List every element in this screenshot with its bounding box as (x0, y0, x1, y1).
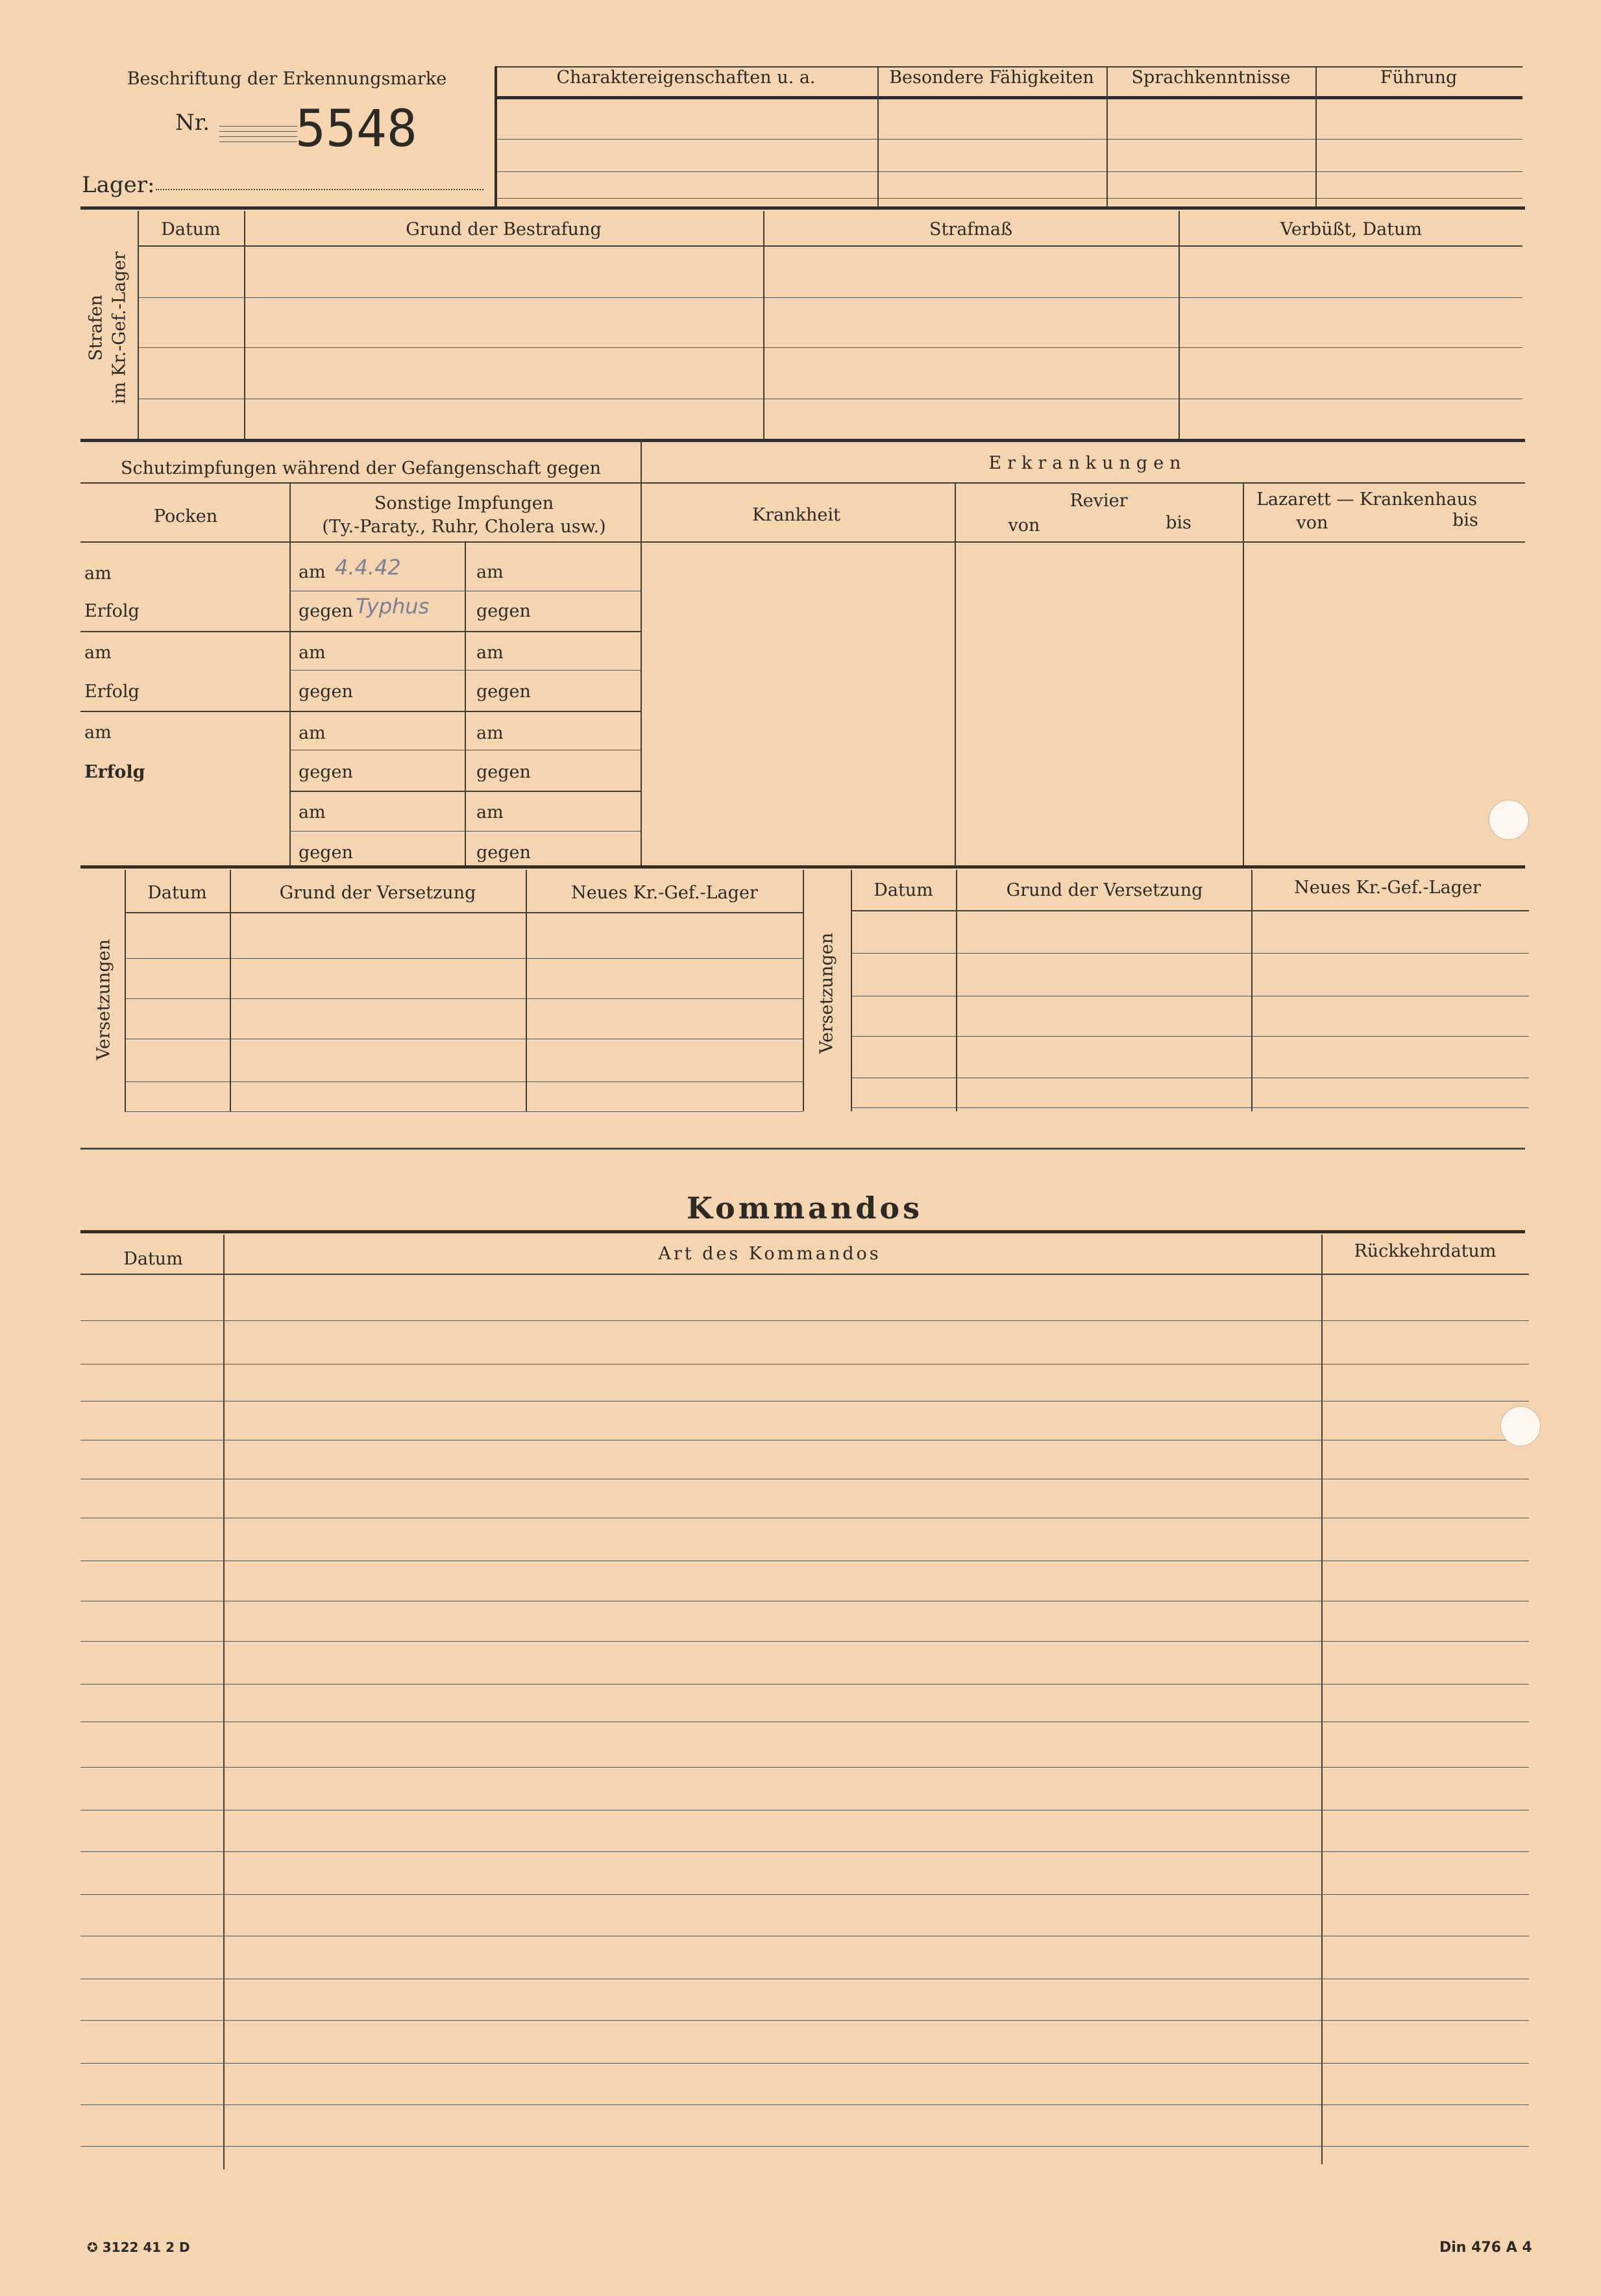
col-krankheit: Krankheit (752, 505, 840, 525)
erkr-divider (955, 484, 956, 868)
nr-strike-1 (219, 126, 297, 127)
kommandos-top-rule (80, 1230, 1525, 1233)
impfungen-subheader-rule (80, 482, 1525, 484)
sonst-am-1a: am (299, 562, 326, 582)
sonst-am-4b: am (476, 802, 504, 822)
vers-side-label-right: Versetzungen (816, 932, 837, 1054)
vers-row-line (125, 998, 803, 999)
sonst-am-3a: am (299, 723, 326, 743)
col-lazarett: Lazarett — Krankenhaus (1256, 489, 1478, 510)
sonst-gegen-1a: gegen (299, 601, 353, 621)
col-verbuesst: Verbüßt, Datum (1280, 219, 1423, 240)
vers-divider (803, 870, 804, 1111)
kommando-row-line (80, 2063, 1529, 2064)
col-sonstige-2: (Ty.-Paraty., Ruhr, Cholera usw.) (322, 517, 606, 537)
strafen-divider (763, 211, 764, 441)
col-rueckkehrdatum: Rückkehrdatum (1354, 1241, 1497, 1261)
vers-divider (1251, 870, 1253, 1111)
vers-left-grund: Grund der Versetzung (279, 883, 476, 903)
vers-divider (851, 870, 852, 1111)
vers-divider (125, 870, 126, 1111)
footer-print-code (87, 2241, 190, 2254)
sonst-gegen-4a: gegen (299, 843, 353, 863)
vers-divider (956, 870, 957, 1111)
strafen-side-label: Strafen (86, 295, 106, 361)
pocken-am-1: am (84, 563, 112, 584)
hand-date: 4.4.42 (335, 555, 401, 580)
versetzungen-top-rule (80, 865, 1525, 869)
pocken-erfolg-3: Erfolg (84, 762, 145, 782)
col-faehigkeiten: Besondere Fähigkeiten (889, 68, 1094, 88)
header-col-rule (495, 96, 1522, 99)
lager-field-line (156, 189, 483, 190)
col-strafmass: Strafmaß (929, 219, 1013, 240)
vers-row-line (851, 1036, 1529, 1037)
nr-label: Nr. (175, 110, 210, 136)
strafen-divider (138, 211, 139, 441)
vers-row-line (125, 1081, 803, 1082)
strafen-header-rule (138, 245, 1522, 247)
col-strafen-datum: Datum (161, 219, 221, 240)
col-charakter: Charaktereigenschaften u. a. (556, 68, 816, 88)
footer-din: Din 476 A 4 (1439, 2240, 1532, 2256)
col-kommando-datum: Datum (123, 1249, 183, 1269)
vers-right-grund: Grund der Versetzung (1006, 880, 1203, 900)
kommandos-divider (223, 1235, 225, 2169)
impf-group-line (289, 791, 641, 792)
sonst-am-4a: am (299, 802, 326, 822)
vers-right-lager: Neues Kr.-Gef.-Lager (1294, 878, 1481, 898)
col-grund-bestrafung: Grund der Bestrafung (406, 219, 602, 240)
lazarett-bis: bis (1452, 510, 1478, 530)
strafen-divider (1179, 211, 1180, 441)
sonst-gegen-1b: gegen (476, 601, 531, 621)
hand-gegen: Typhus (356, 594, 430, 619)
pocken-am-2: am (84, 643, 112, 663)
kommando-row-line (80, 2146, 1529, 2147)
kommando-row-line (80, 1894, 1529, 1895)
vers-divider (526, 870, 527, 1111)
sonst-gegen-2a: gegen (299, 682, 353, 702)
fold-rule (80, 1148, 1525, 1150)
col-revier: Revier (1069, 491, 1128, 511)
print-code-text: 3122 41 2 D (102, 2240, 190, 2255)
nr-strike-3 (219, 136, 297, 137)
sonst-am-1b: am (476, 562, 504, 582)
kommandos-divider (1321, 1235, 1323, 2164)
pocken-erfolg-2: Erfolg (84, 682, 140, 702)
sonst-gegen-4b: gegen (476, 843, 531, 863)
vers-right-datum: Datum (874, 880, 933, 900)
vers-row-line (851, 953, 1529, 954)
kommando-row-line (80, 1320, 1529, 1321)
header-divider (495, 66, 497, 208)
vers-divider (230, 870, 231, 1111)
revier-von: von (1008, 515, 1040, 536)
erkr-divider (1243, 484, 1244, 868)
punch-hole (1489, 800, 1529, 840)
kommandos-header-rule (80, 1274, 1529, 1275)
pocken-am-3: am (84, 722, 112, 743)
strafen-divider (244, 211, 245, 441)
kommando-row-line (80, 1767, 1529, 1768)
impf-divider (641, 439, 642, 867)
col-pocken: Pocken (153, 506, 218, 526)
vers-side-label-left: Versetzungen (93, 939, 114, 1061)
impfungen-top-rule (80, 439, 1525, 442)
vers-left-lager: Neues Kr.-Gef.-Lager (571, 883, 758, 903)
header-divider (877, 66, 879, 208)
impf-divider (289, 484, 291, 868)
kommando-row-line (80, 1641, 1529, 1642)
sonst-am-2b: am (476, 643, 504, 663)
header-divider (1106, 66, 1108, 208)
kommando-row-line (80, 1684, 1529, 1685)
header-row-line (495, 171, 1522, 172)
nr-value: 5548 (295, 100, 417, 158)
sonst-am-2a: am (299, 643, 326, 663)
erkrankungen-title: Erkrankungen (988, 453, 1187, 473)
col-fuehrung: Führung (1380, 68, 1458, 88)
lazarett-von: von (1296, 513, 1328, 533)
impfungen-title: Schutzimpfungen während der Gefangenschaft gegen (121, 458, 601, 478)
impf-group-line (80, 711, 641, 712)
header-row-line (495, 198, 1522, 199)
punch-hole (1500, 1406, 1541, 1446)
strafen-row-line (138, 347, 1522, 348)
col-kommando-art: Art des Kommandos (658, 1244, 881, 1264)
tag-title: Beschriftung der Erkennungsmarke (127, 69, 447, 89)
eagle-icon: ✪ (87, 2240, 98, 2255)
sonst-gegen-3b: gegen (476, 762, 531, 782)
impf-group-line (80, 631, 641, 632)
vers-row-line (851, 1107, 1529, 1108)
sonst-am-3b: am (476, 723, 504, 743)
lager-label: Lager: (82, 172, 155, 198)
vers-left-datum: Datum (147, 883, 207, 903)
strafen-side-label: im Kr.-Gef.-Lager (109, 251, 130, 404)
impfungen-header-rule (80, 541, 1525, 543)
impf-row-line (289, 831, 641, 832)
sonst-gegen-2b: gegen (476, 682, 531, 702)
nr-strike-2 (219, 131, 297, 132)
sonst-gegen-3a: gegen (299, 762, 353, 782)
kommando-row-line (80, 2020, 1529, 2021)
impf-row-line (289, 670, 641, 671)
col-sonstige-1: Sonstige Impfungen (374, 493, 554, 513)
header-divider (1315, 66, 1317, 208)
vers-row-line (125, 958, 803, 959)
vers-left-header-rule (125, 912, 803, 913)
col-sprachkenntnisse: Sprachkenntnisse (1131, 68, 1291, 88)
pocken-erfolg-1: Erfolg (84, 601, 140, 621)
vers-right-header-rule (851, 910, 1529, 911)
revier-bis: bis (1166, 513, 1192, 533)
kommando-row-line (80, 1851, 1529, 1852)
strafen-row-line (138, 297, 1522, 298)
strafen-top-rule (80, 206, 1525, 210)
vers-row-line (125, 1111, 803, 1112)
header-row-line (495, 139, 1522, 140)
kommandos-title: Kommandos (687, 1191, 923, 1226)
